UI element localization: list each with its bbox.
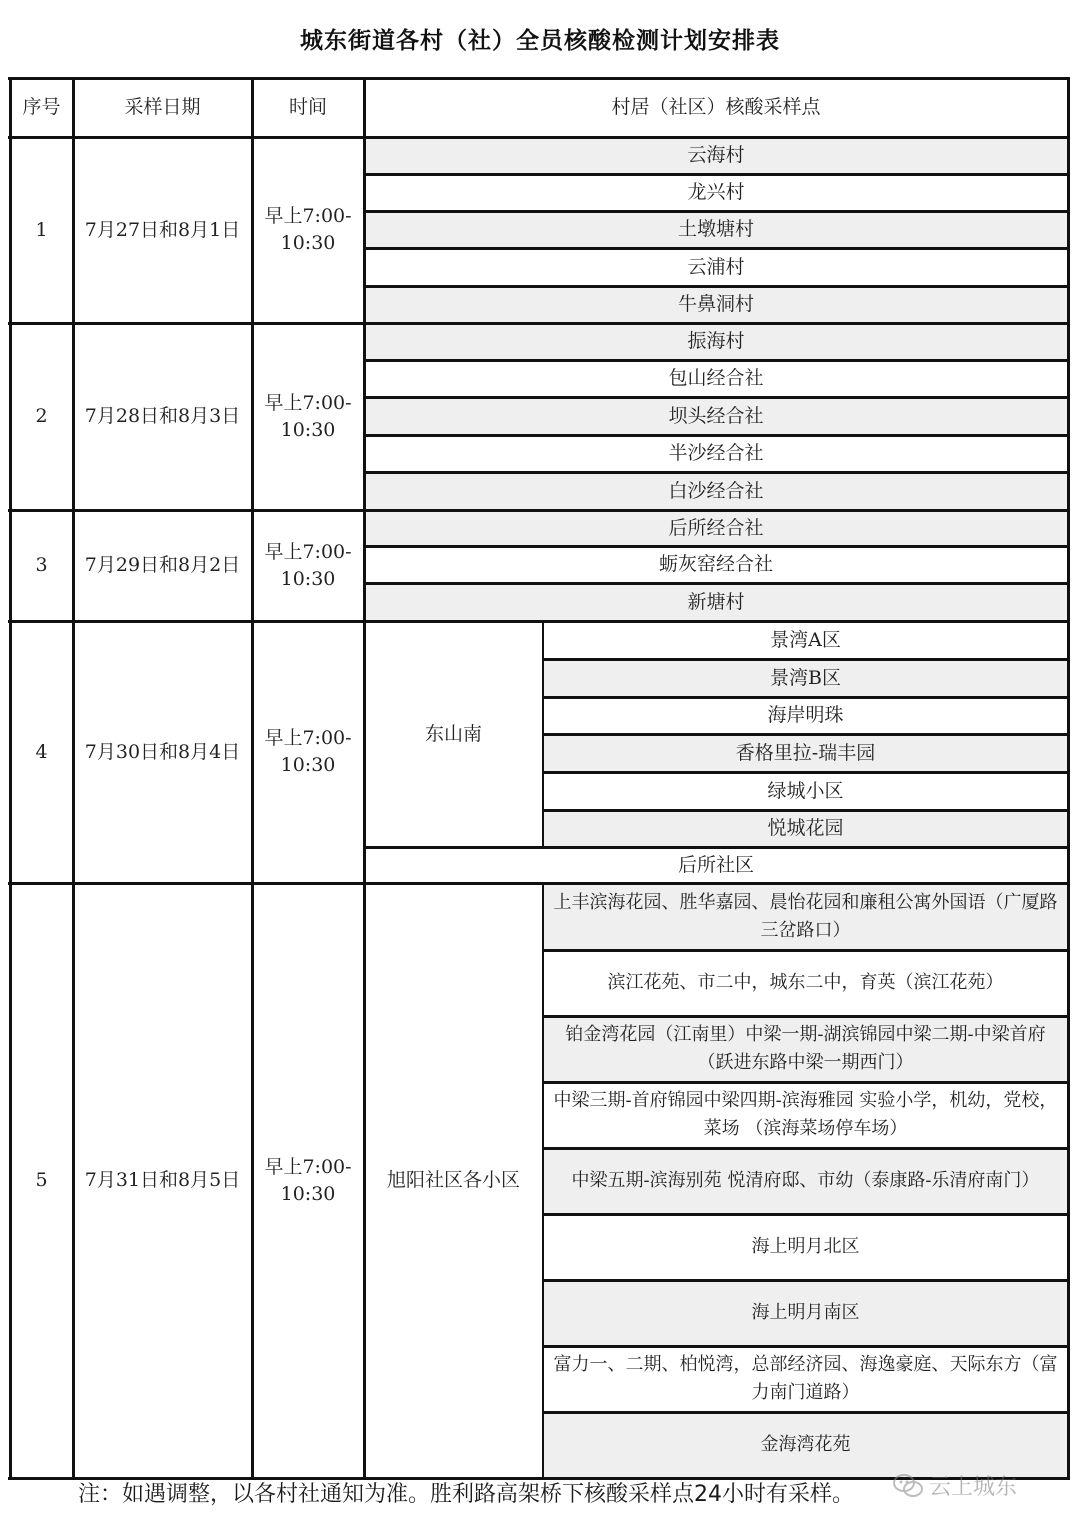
community-cell: 东山南 xyxy=(424,722,482,745)
row-date: 7月29日和8月2日 xyxy=(84,554,241,576)
grid-line xyxy=(364,173,1068,176)
header-site: 村居（社区）核酸采样点 xyxy=(611,96,821,118)
grid-line xyxy=(364,582,1068,585)
site-cell: 新塘村 xyxy=(364,583,1068,621)
grid-line xyxy=(543,949,1068,952)
time-start: 早上7:00- xyxy=(264,205,352,227)
site-cell: 金海湾花苑 xyxy=(543,1412,1068,1478)
grid-line xyxy=(8,322,1070,325)
time-cell xyxy=(252,510,364,621)
site-cell: 中梁三期-首府锦园中梁四期-滨海雅园 实验小学，机幼，党校，菜场 （滨海菜场停车场） xyxy=(543,1082,1068,1148)
grid-line xyxy=(542,883,544,1478)
site-cell: 海岸明珠 xyxy=(543,697,1068,734)
site-cell: 包山经合社 xyxy=(364,360,1068,397)
row-number: 3 xyxy=(35,554,48,576)
grid-line xyxy=(8,882,1070,885)
site-cell: 富力一、二期、柏悦湾，总部经济园、海逸豪庭、天际东方（富力南门道路） xyxy=(543,1346,1068,1412)
time-end: 10:30 xyxy=(280,1182,336,1205)
time-end: 10:30 xyxy=(280,232,336,254)
site-cell: 后所经合社 xyxy=(364,510,1068,546)
site-cell: 绿城小区 xyxy=(543,772,1068,810)
grid-line xyxy=(364,471,1068,474)
grid-line xyxy=(543,1147,1068,1150)
grid-line xyxy=(364,247,1068,250)
row-date: 7月28日和8月3日 xyxy=(84,405,241,427)
grid-line xyxy=(8,77,1070,80)
row-date: 7月30日和8月4日 xyxy=(84,740,241,763)
site-cell: 云海村 xyxy=(364,137,1068,174)
site-cell: 景湾B区 xyxy=(543,659,1068,697)
time-cell xyxy=(252,883,364,1478)
row-number: 5 xyxy=(35,1169,48,1191)
site-cell: 半沙经合社 xyxy=(364,435,1068,472)
grid-line xyxy=(364,359,1068,362)
time-cell xyxy=(252,323,364,510)
row-date: 7月31日和8月5日 xyxy=(84,1169,241,1191)
grid-line xyxy=(543,1015,1068,1018)
row-number: 4 xyxy=(35,740,48,763)
grid-line xyxy=(543,1081,1068,1084)
time-start: 早上7:00- xyxy=(264,727,352,749)
watermark-text: 云上城东 xyxy=(929,1475,1018,1500)
header-time: 时间 xyxy=(288,96,327,118)
grid-line xyxy=(543,1279,1068,1282)
header-date: 采样日期 xyxy=(124,96,201,118)
grid-line xyxy=(8,620,1070,623)
grid-line xyxy=(543,1345,1068,1348)
grid-line xyxy=(251,78,254,1478)
grid-line xyxy=(543,771,1068,774)
footnote: 注：如遇调整，以各村社通知为准。胜利路高架桥下核酸采样点24小时有采样。 xyxy=(78,1482,854,1507)
time-end: 10:30 xyxy=(280,567,336,590)
site-cell: 振海村 xyxy=(364,323,1068,360)
time-end: 10:30 xyxy=(280,418,336,441)
row-date: 7月27日和8月1日 xyxy=(84,218,241,241)
time-cell xyxy=(252,137,364,323)
wechat-icon xyxy=(893,1473,923,1499)
grid-line xyxy=(543,1213,1068,1216)
site-cell: 海上明月北区 xyxy=(543,1214,1068,1280)
site-cell: 白沙经合社 xyxy=(364,472,1068,510)
time-start: 早上7:00- xyxy=(264,540,352,563)
site-cell: 上丰滨海花园、胜华嘉园、晨怡花园和廉租公寓外国语（广厦路三岔路口） xyxy=(543,883,1068,950)
grid-line xyxy=(72,78,75,1478)
grid-line xyxy=(364,846,1068,849)
grid-line xyxy=(543,696,1068,699)
grid-line xyxy=(364,434,1068,437)
grid-line xyxy=(364,285,1068,288)
site-cell: 海上明月南区 xyxy=(543,1280,1068,1346)
site-cell: 云浦村 xyxy=(364,248,1068,286)
site-cell: 悦城花园 xyxy=(543,810,1068,847)
community-cell: 旭阳社区各小区 xyxy=(386,1169,520,1191)
grid-line xyxy=(543,809,1068,812)
site-cell: 景湾A区 xyxy=(543,621,1068,659)
grid-line xyxy=(8,509,1070,512)
time-start: 早上7:00- xyxy=(264,1155,352,1178)
site-cell: 土墩塘村 xyxy=(364,211,1068,248)
site-cell: 铂金湾花园（江南里）中梁一期-湖滨锦园中梁二期-中梁首府（跃进东路中梁一期西门） xyxy=(543,1016,1068,1082)
site-cell: 后所社区 xyxy=(364,847,1068,883)
header-no: 序号 xyxy=(22,96,61,118)
grid-line xyxy=(543,1411,1068,1414)
grid-line xyxy=(1067,78,1070,1478)
grid-line xyxy=(543,658,1068,661)
grid-line xyxy=(543,733,1068,736)
watermark xyxy=(893,1470,1017,1501)
grid-line xyxy=(9,78,12,1478)
row-number: 2 xyxy=(35,405,48,427)
row-number: 1 xyxy=(35,218,48,241)
time-cell xyxy=(252,621,364,883)
time-start: 早上7:00- xyxy=(264,391,352,414)
site-cell: 坝头经合社 xyxy=(364,397,1068,435)
page-title: 城东街道各村（社）全员核酸检测计划安排表 xyxy=(300,28,780,54)
site-cell: 龙兴村 xyxy=(364,174,1068,211)
grid-line xyxy=(364,545,1068,548)
grid-line xyxy=(8,136,1070,139)
grid-line xyxy=(542,621,544,847)
site-cell: 牛鼻洞村 xyxy=(364,286,1068,323)
grid-line xyxy=(364,210,1068,213)
site-cell: 蛎灰窑经合社 xyxy=(364,546,1068,583)
site-cell: 香格里拉-瑞丰园 xyxy=(543,734,1068,772)
time-end: 10:30 xyxy=(280,754,336,776)
grid-line xyxy=(364,396,1068,399)
grid-line xyxy=(363,78,366,1478)
site-cell: 滨江花苑、市二中，城东二中，育英（滨江花苑） xyxy=(543,950,1068,1016)
site-cell: 中梁五期-滨海别苑 悦清府邸、市幼（泰康路-乐清府南门） xyxy=(543,1148,1068,1214)
